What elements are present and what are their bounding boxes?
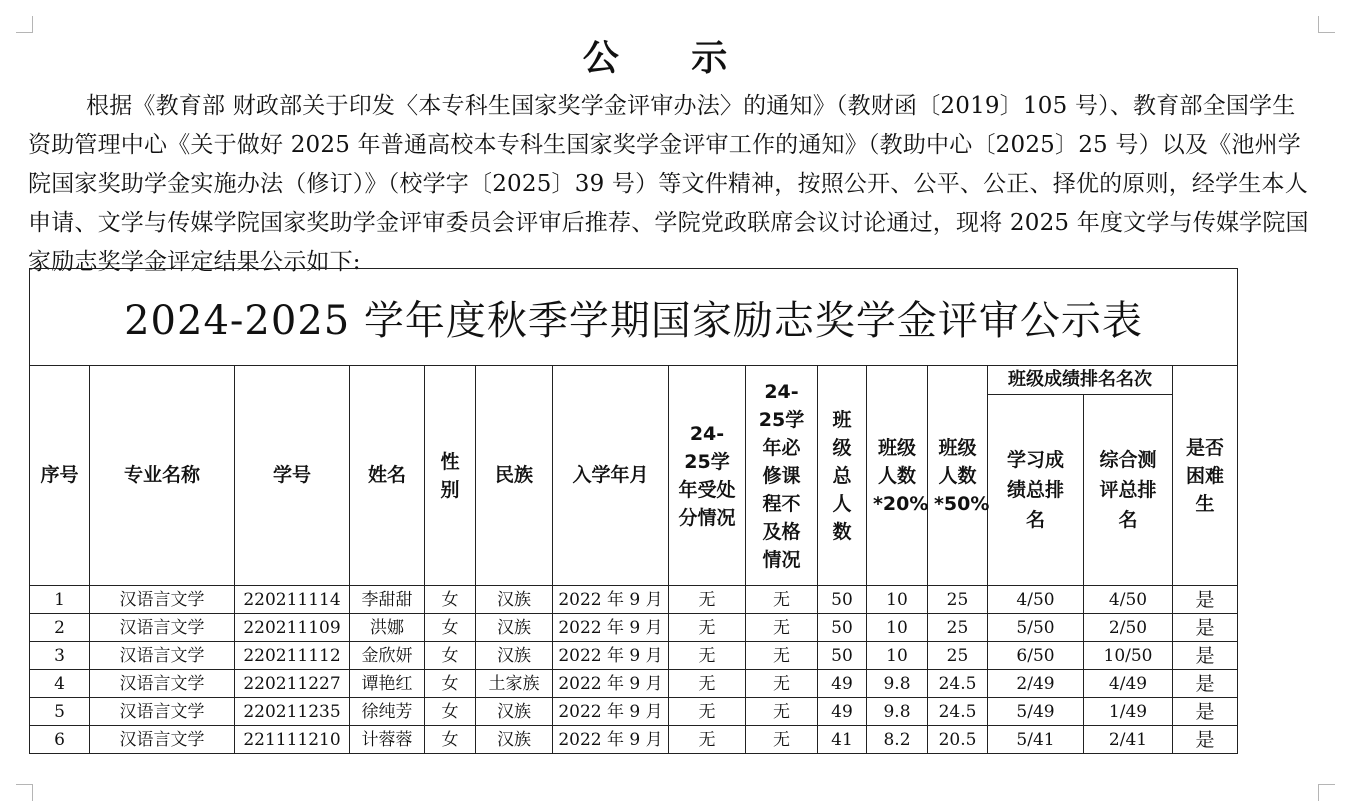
cell-major: 汉语言文学 [90, 614, 235, 642]
award-table [29, 268, 1238, 754]
cell-seq: 4 [30, 670, 90, 698]
cell-hardship: 是 [1173, 586, 1238, 614]
cell-class-50pct: 25 [928, 586, 988, 614]
cell-ethnicity: 汉族 [476, 698, 553, 726]
cell-fail: 无 [746, 614, 818, 642]
cell-gender: 女 [425, 586, 476, 614]
cell-rank-study: 5/41 [988, 726, 1084, 754]
cell-rank-overall: 2/50 [1084, 614, 1173, 642]
cell-enroll-date: 2022 年 9 月 [553, 586, 669, 614]
header-rank-study: 学习成绩总排名 [988, 395, 1084, 586]
cell-seq: 5 [30, 698, 90, 726]
header-major: 专业名称 [90, 366, 235, 586]
page-corner-mark [1318, 784, 1335, 801]
cell-discipline: 无 [669, 586, 746, 614]
header-name: 姓名 [350, 366, 425, 586]
cell-rank-overall: 4/49 [1084, 670, 1173, 698]
table-title: 2024-2025 学年度秋季学期国家励志奖学金评审公示表 [30, 269, 1238, 366]
cell-ethnicity: 汉族 [476, 726, 553, 754]
header-discipline: 24-25学年受处分情况 [669, 366, 746, 586]
cell-fail: 无 [746, 698, 818, 726]
cell-discipline: 无 [669, 726, 746, 754]
cell-fail: 无 [746, 670, 818, 698]
cell-rank-overall: 4/50 [1084, 586, 1173, 614]
cell-name: 李甜甜 [350, 586, 425, 614]
cell-student-id: 220211235 [235, 698, 350, 726]
cell-class-total: 49 [818, 698, 867, 726]
cell-hardship: 是 [1173, 726, 1238, 754]
cell-gender: 女 [425, 642, 476, 670]
header-seq: 序号 [30, 366, 90, 586]
cell-gender: 女 [425, 614, 476, 642]
cell-gender: 女 [425, 726, 476, 754]
header-fail: 24-25学年必修课程不及格情况 [746, 366, 818, 586]
cell-class-total: 49 [818, 670, 867, 698]
cell-major: 汉语言文学 [90, 670, 235, 698]
notice-paragraph: 根据《教育部 财政部关于印发〈本专科生国家奖学金评审办法〉的通知》（教财函〔2019〕105 号）、教育部全国学生资助管理中心《关于做好 2025 年普通高校本专科生国家奖学金评审工作的通知》（教助中心〔2025〕25 号）以及《池州学院国家奖助学金实施办法（修订）》（校学字〔2025〕39 号）等文件精神，按照公开、公平、公正、择优的原则，经学生本人申请、文学与传媒学院国家奖助学金评审委员会评审后推荐、学院党政联席会议讨论通过，现将 2025 年度文学与传媒学院国家励志奖学金评定结果公示如下: [28, 93, 1309, 275]
header-gender: 性别 [425, 366, 476, 586]
cell-class-50pct: 20.5 [928, 726, 988, 754]
cell-class-20pct: 9.8 [867, 670, 928, 698]
cell-student-id: 221111210 [235, 726, 350, 754]
cell-hardship: 是 [1173, 614, 1238, 642]
cell-gender: 女 [425, 670, 476, 698]
table-row [30, 670, 1238, 698]
header-class-20pct: 班级人数*20% [867, 366, 928, 586]
cell-fail: 无 [746, 586, 818, 614]
cell-name: 谭艳红 [350, 670, 425, 698]
cell-hardship: 是 [1173, 670, 1238, 698]
cell-rank-overall: 1/49 [1084, 698, 1173, 726]
cell-class-20pct: 10 [867, 586, 928, 614]
page-corner-mark [16, 784, 33, 801]
cell-class-20pct: 9.8 [867, 698, 928, 726]
cell-class-50pct: 24.5 [928, 698, 988, 726]
cell-class-total: 50 [818, 614, 867, 642]
notice-title: 公 示 [582, 37, 758, 79]
cell-seq: 3 [30, 642, 90, 670]
header-ethnicity: 民族 [476, 366, 553, 586]
page-corner-mark [1318, 16, 1335, 33]
cell-major: 汉语言文学 [90, 726, 235, 754]
cell-fail: 无 [746, 642, 818, 670]
cell-student-id: 220211227 [235, 670, 350, 698]
table-row [30, 726, 1238, 754]
cell-enroll-date: 2022 年 9 月 [553, 698, 669, 726]
header-hardship: 是否困难生 [1173, 366, 1238, 586]
cell-student-id: 220211112 [235, 642, 350, 670]
award-table-container [29, 268, 1237, 754]
cell-enroll-date: 2022 年 9 月 [553, 726, 669, 754]
cell-rank-study: 4/50 [988, 586, 1084, 614]
cell-class-total: 50 [818, 642, 867, 670]
header-class-total: 班级总人数 [818, 366, 867, 586]
cell-fail: 无 [746, 726, 818, 754]
cell-rank-study: 6/50 [988, 642, 1084, 670]
cell-discipline: 无 [669, 642, 746, 670]
cell-discipline: 无 [669, 670, 746, 698]
cell-name: 洪娜 [350, 614, 425, 642]
cell-rank-overall: 2/41 [1084, 726, 1173, 754]
cell-seq: 6 [30, 726, 90, 754]
page-corner-mark [16, 16, 33, 33]
cell-discipline: 无 [669, 698, 746, 726]
cell-rank-overall: 10/50 [1084, 642, 1173, 670]
cell-student-id: 220211109 [235, 614, 350, 642]
cell-major: 汉语言文学 [90, 586, 235, 614]
table-row [30, 614, 1238, 642]
cell-class-total: 41 [818, 726, 867, 754]
cell-seq: 1 [30, 586, 90, 614]
table-row [30, 586, 1238, 614]
cell-hardship: 是 [1173, 698, 1238, 726]
cell-student-id: 220211114 [235, 586, 350, 614]
header-student-id: 学号 [235, 366, 350, 586]
cell-name: 金欣妍 [350, 642, 425, 670]
header-class-50pct: 班级人数*50% [928, 366, 988, 586]
cell-ethnicity: 汉族 [476, 586, 553, 614]
cell-hardship: 是 [1173, 642, 1238, 670]
cell-gender: 女 [425, 698, 476, 726]
cell-class-50pct: 25 [928, 642, 988, 670]
cell-class-total: 50 [818, 586, 867, 614]
cell-enroll-date: 2022 年 9 月 [553, 642, 669, 670]
cell-ethnicity: 汉族 [476, 642, 553, 670]
cell-class-20pct: 10 [867, 614, 928, 642]
cell-class-20pct: 8.2 [867, 726, 928, 754]
cell-ethnicity: 土家族 [476, 670, 553, 698]
cell-discipline: 无 [669, 614, 746, 642]
cell-enroll-date: 2022 年 9 月 [553, 670, 669, 698]
table-row [30, 642, 1238, 670]
header-rank-overall: 综合测评总排名 [1084, 395, 1173, 586]
cell-name: 徐纯芳 [350, 698, 425, 726]
cell-seq: 2 [30, 614, 90, 642]
cell-ethnicity: 汉族 [476, 614, 553, 642]
header-enroll-date: 入学年月 [553, 366, 669, 586]
cell-class-20pct: 10 [867, 642, 928, 670]
cell-rank-study: 5/49 [988, 698, 1084, 726]
cell-name: 计蓉蓉 [350, 726, 425, 754]
cell-enroll-date: 2022 年 9 月 [553, 614, 669, 642]
cell-class-50pct: 25 [928, 614, 988, 642]
cell-rank-study: 5/50 [988, 614, 1084, 642]
cell-rank-study: 2/49 [988, 670, 1084, 698]
cell-major: 汉语言文学 [90, 698, 235, 726]
cell-major: 汉语言文学 [90, 642, 235, 670]
cell-class-50pct: 24.5 [928, 670, 988, 698]
table-row [30, 698, 1238, 726]
header-rank-group: 班级成绩排名名次 [988, 366, 1173, 395]
